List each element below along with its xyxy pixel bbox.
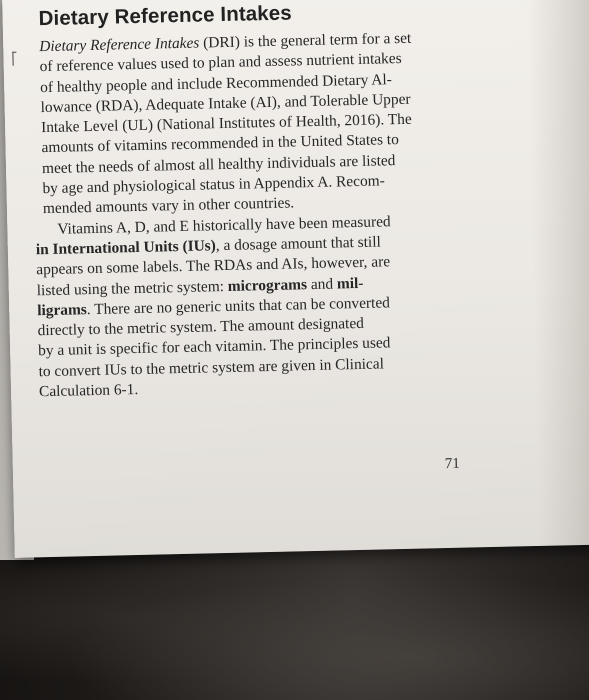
paragraph-dri	[31, 28, 465, 220]
text-line: Intake Level (UL) (National Institutes of Health, 2016). The	[40, 110, 412, 137]
text-line: appears on some labels. The RDAs and AIs, however, are	[36, 253, 391, 279]
text-line: by a unit is specific for each vitamin. The principles used	[37, 334, 391, 360]
text-line: ligrams. There are no generic units that can be converted	[37, 294, 391, 320]
text-line: amounts of vitamins recommended in the United States to	[41, 131, 399, 157]
page-content	[30, 0, 469, 403]
text-line: mended amounts vary in other countries.	[42, 194, 295, 218]
section-heading: Dietary Reference Intakes	[38, 1, 292, 31]
text-line: Vitamins A, D, and E historically have been measured	[57, 212, 391, 238]
text-line: meet the needs of almost all healthy individuals are listed	[41, 151, 396, 177]
text-line: listed using the metric system: micrograms and mil-	[36, 274, 364, 299]
text-line: directly to the metric system. The amount designated	[37, 315, 365, 340]
paragraph-vitamin-units	[35, 210, 469, 402]
text-line: Calculation 6-1.	[38, 381, 139, 401]
page-fold-shadow	[526, 0, 589, 546]
page-number: 71	[444, 455, 461, 473]
text-line: of reference values used to plan and assess nutrient intakes	[39, 50, 402, 76]
text-line: to convert IUs to the metric system are given in Clinical	[38, 355, 385, 381]
margin-bracket-mark	[12, 52, 16, 66]
text-line: Dietary Reference Intakes (DRI) is the general term for a set	[39, 29, 412, 56]
text-line: in International Units (IUs), a dosage amount that still	[35, 233, 381, 259]
text-line: of healthy people and include Recommended Dietary Al-	[39, 70, 393, 96]
text-line: by age and physiological status in Appendix A. Recom-	[42, 172, 385, 198]
text-line: lowance (RDA), Adequate Intake (AI), and Tolerable Upper	[40, 90, 411, 117]
dark-fabric-background	[0, 560, 589, 700]
book-page	[2, 0, 589, 558]
